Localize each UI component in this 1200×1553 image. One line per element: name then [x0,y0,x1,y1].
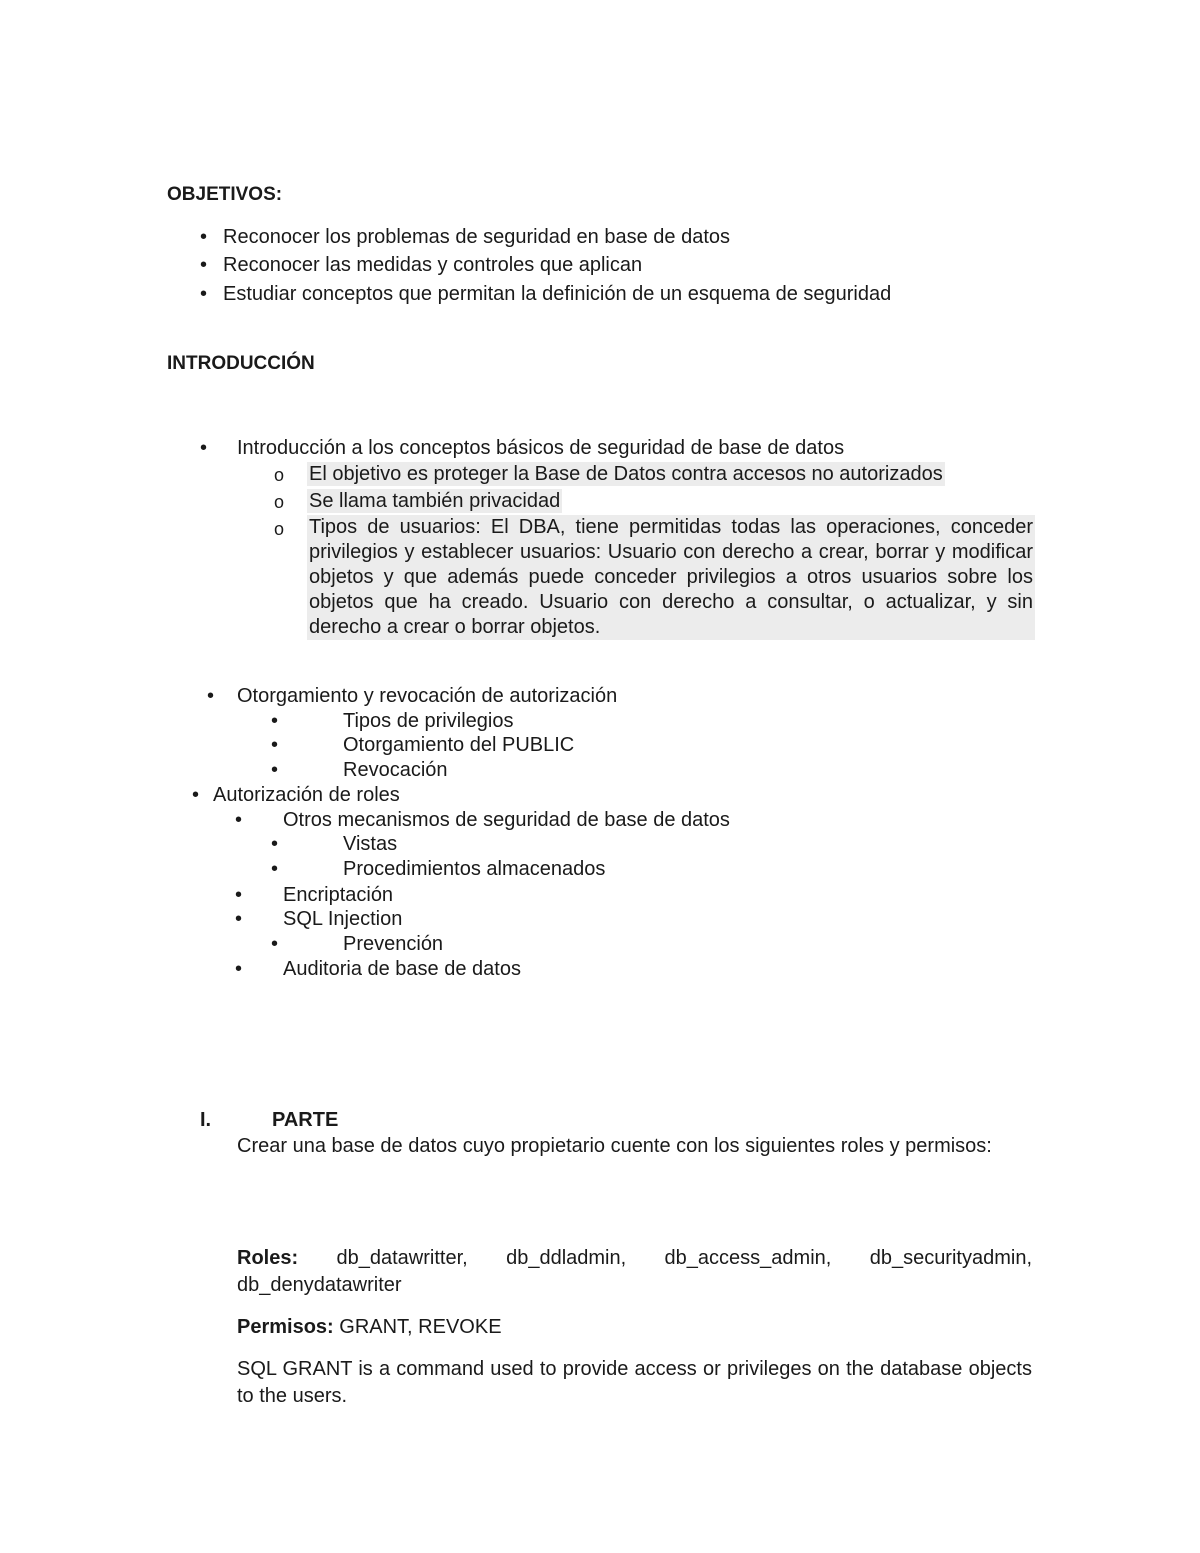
intro-item-2: Otorgamiento y revocación de autorización [237,685,618,707]
intro-item-3-sub-1: Otros mecanismos de seguridad de base de datos [283,809,730,831]
bullet-icon: • [271,759,279,781]
intro-item-1: Introducción a los conceptos básicos de seguridad de base de datos [237,437,845,459]
parte-description: Crear una base de datos cuyo propietario cuente con los siguientes roles y permisos: [237,1135,992,1157]
grant-description: SQL GRANT is a command used to provide access or privileges on the database objects to the users. [237,1358,1032,1407]
roles-label: Roles: [237,1247,299,1269]
intro-sub-3: Tipos de usuarios: El DBA, tiene permitidas todas las operaciones, conceder privilegios y establecer usuarios: Usuario con derecho a crear, borrar y modificar objetos y que además puede conceder privilegios a otros usuarios sobre los objetos que ha creado. Usuario con derecho a consultar, o actualizar, y sin derecho a crear o borrar objetos. [309,516,1033,638]
objetivo-item-1: Reconocer los problemas de seguridad en base de datos [223,226,730,248]
bullet-icon: • [200,254,208,276]
bullet-icon: • [200,283,208,305]
permisos-line [237,1315,502,1339]
intro-item-3-sub-4: Auditoria de base de datos [283,958,521,980]
objetivo-item-2: Reconocer las medidas y controles que aplican [223,254,643,276]
bullet-icon: • [271,858,279,880]
intro-item-2-sub-2: Otorgamiento del PUBLIC [343,734,575,756]
bullet-icon: • [271,833,279,855]
permisos-value: GRANT, REVOKE [333,1316,502,1338]
circle-bullet-icon: o [274,492,285,512]
objetivo-item-3: Estudiar conceptos que permitan la definición de un esquema de seguridad [223,283,892,305]
intro-item-3-sub-2: Encriptación [283,884,394,906]
intro-item-3-sub-1-a: Vistas [343,833,398,855]
roles-value: db_datawritter, db_ddladmin, db_access_admin, db_securityadmin, db_denydatawriter [237,1247,1032,1296]
introduccion-heading: INTRODUCCIÓN [167,353,315,374]
parte-numeral: I. [200,1109,212,1131]
roles-line [237,1245,1032,1299]
bullet-icon: • [235,958,243,980]
parte-heading: PARTE [272,1109,339,1131]
intro-sub-2: Se llama también privacidad [309,490,561,512]
intro-item-3-sub-3-a: Prevención [343,933,444,955]
bullet-icon: • [192,784,200,806]
permisos-label: Permisos: [237,1316,334,1338]
circle-bullet-icon: o [274,519,285,539]
intro-item-3-sub-3: SQL Injection [283,908,403,930]
intro-item-3: Autorización de roles [213,784,400,806]
bullet-icon: • [235,908,243,930]
intro-item-3-sub-1-b: Procedimientos almacenados [343,858,606,880]
intro-item-2-sub-3: Revocación [343,759,448,781]
bullet-icon: • [235,884,243,906]
bullet-icon: • [200,437,208,459]
bullet-icon: • [271,734,279,756]
intro-sub-1: El objetivo es proteger la Base de Datos contra accesos no autorizados [309,463,943,485]
bullet-icon: • [200,226,208,248]
bullet-icon: • [271,710,279,732]
intro-item-2-sub-1: Tipos de privilegios [343,710,514,732]
bullet-icon: • [207,685,215,707]
circle-bullet-icon: o [274,465,285,485]
bullet-icon: • [271,933,279,955]
objetivos-heading: OBJETIVOS: [167,184,283,205]
bullet-icon: • [235,809,243,831]
